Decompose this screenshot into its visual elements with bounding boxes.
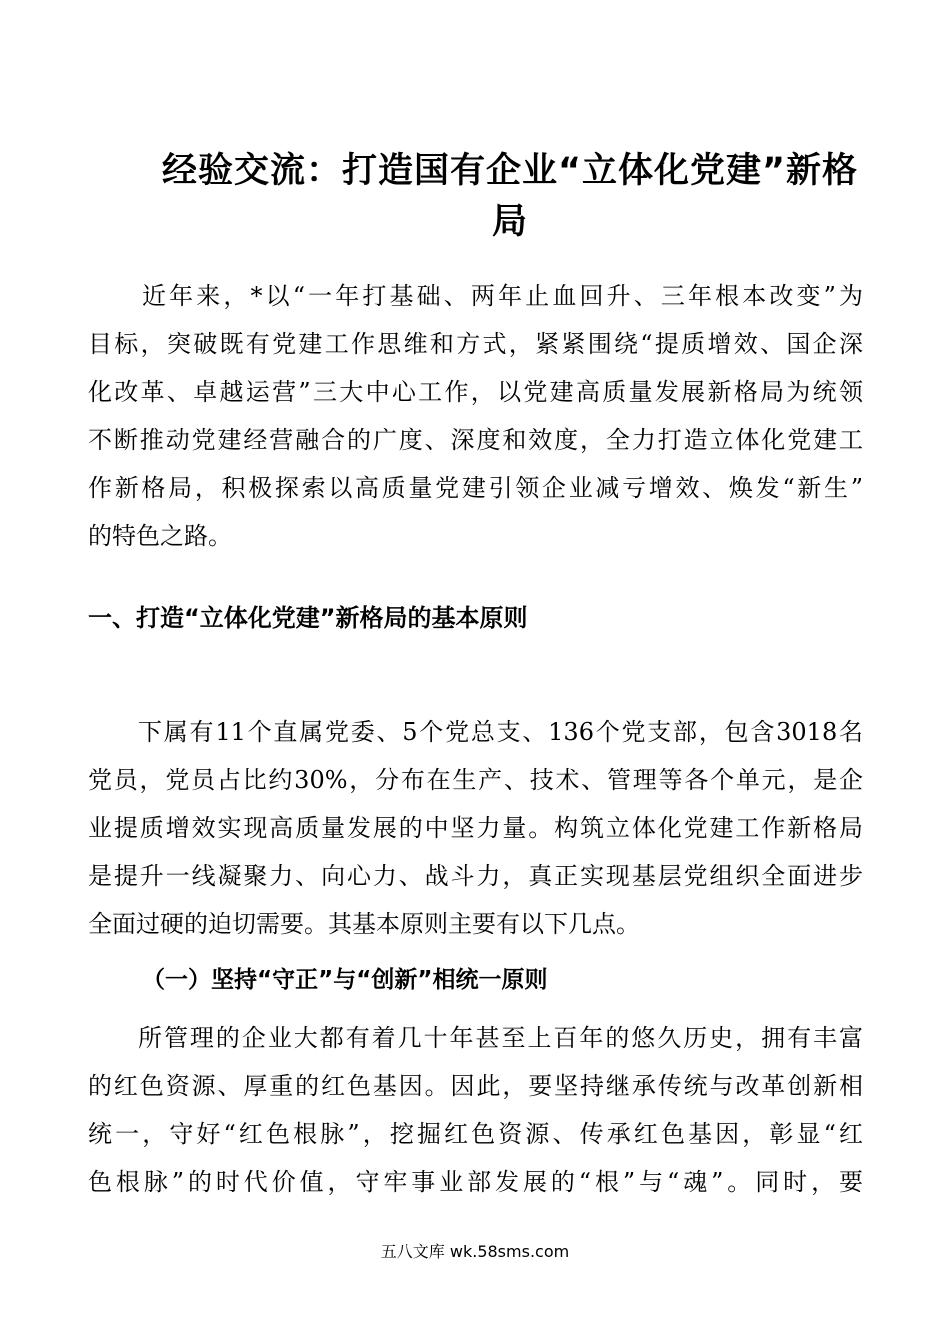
paragraph-line: 统一，守好“红色根脉”，挖掘红色资源、传承红色基因，彰显“红 — [88, 1120, 863, 1148]
paragraph-line: 所管理的企业大都有着几十年甚至上百年的悠久历史，拥有丰富 — [138, 1024, 863, 1052]
section1-paragraph — [88, 708, 863, 948]
subsection-heading-1: （一）坚持“守正”与“创新”相统一原则 — [142, 967, 548, 993]
paragraph-line: 的特色之路。 — [88, 522, 232, 550]
paragraph-line: 下属有11个直属党委、5个党总支、136个党支部，包含3018名 — [138, 718, 863, 746]
page-footer: 五八文库 wk.58sms.com — [380, 1242, 570, 1261]
paragraph-line: 党员，党员占比约30%，分布在生产、技术、管理等各个单元，是企 — [88, 766, 863, 794]
title-line-1: 经验交流：打造国有企业“立体化党建”新格 — [161, 151, 858, 191]
paragraph-line: 是提升一线凝聚力、向心力、战斗力，真正实现基层党组织全面进步 — [88, 862, 863, 890]
subsection1-paragraph — [88, 1014, 863, 1206]
paragraph-line: 化改革、卓越运营”三大中心工作，以党建高质量发展新格局为统领 — [88, 378, 863, 406]
paragraph-line: 的红色资源、厚重的红色基因。因此，要坚持继承传统与改革创新相 — [88, 1072, 863, 1100]
paragraph-line: 近年来，*以“一年打基础、两年止血回升、三年根本改变”为 — [142, 282, 863, 310]
intro-paragraph — [88, 272, 863, 560]
paragraph-line: 全面过硬的迫切需要。其基本原则主要有以下几点。 — [88, 910, 640, 938]
paragraph-line: 目标，突破既有党建工作思维和方式，紧紧围绕“提质增效、国企深 — [88, 330, 863, 358]
document-title — [110, 146, 910, 248]
section-heading-1: 一、打造“立体化党建”新格局的基本原则 — [88, 604, 528, 632]
paragraph-line: 不断推动党建经营融合的广度、深度和效度，全力打造立体化党建工 — [88, 426, 863, 454]
paragraph-line: 业提质增效实现高质量发展的中坚力量。构筑立体化党建工作新格局 — [88, 814, 863, 842]
paragraph-line: 作新格局，积极探索以高质量党建引领企业减亏增效、焕发“新生” — [88, 474, 863, 502]
title-line-2: 局 — [491, 202, 528, 242]
paragraph-line: 色根脉”的时代价值，守牢事业部发展的“根”与“魂”。同时，要 — [88, 1168, 863, 1196]
